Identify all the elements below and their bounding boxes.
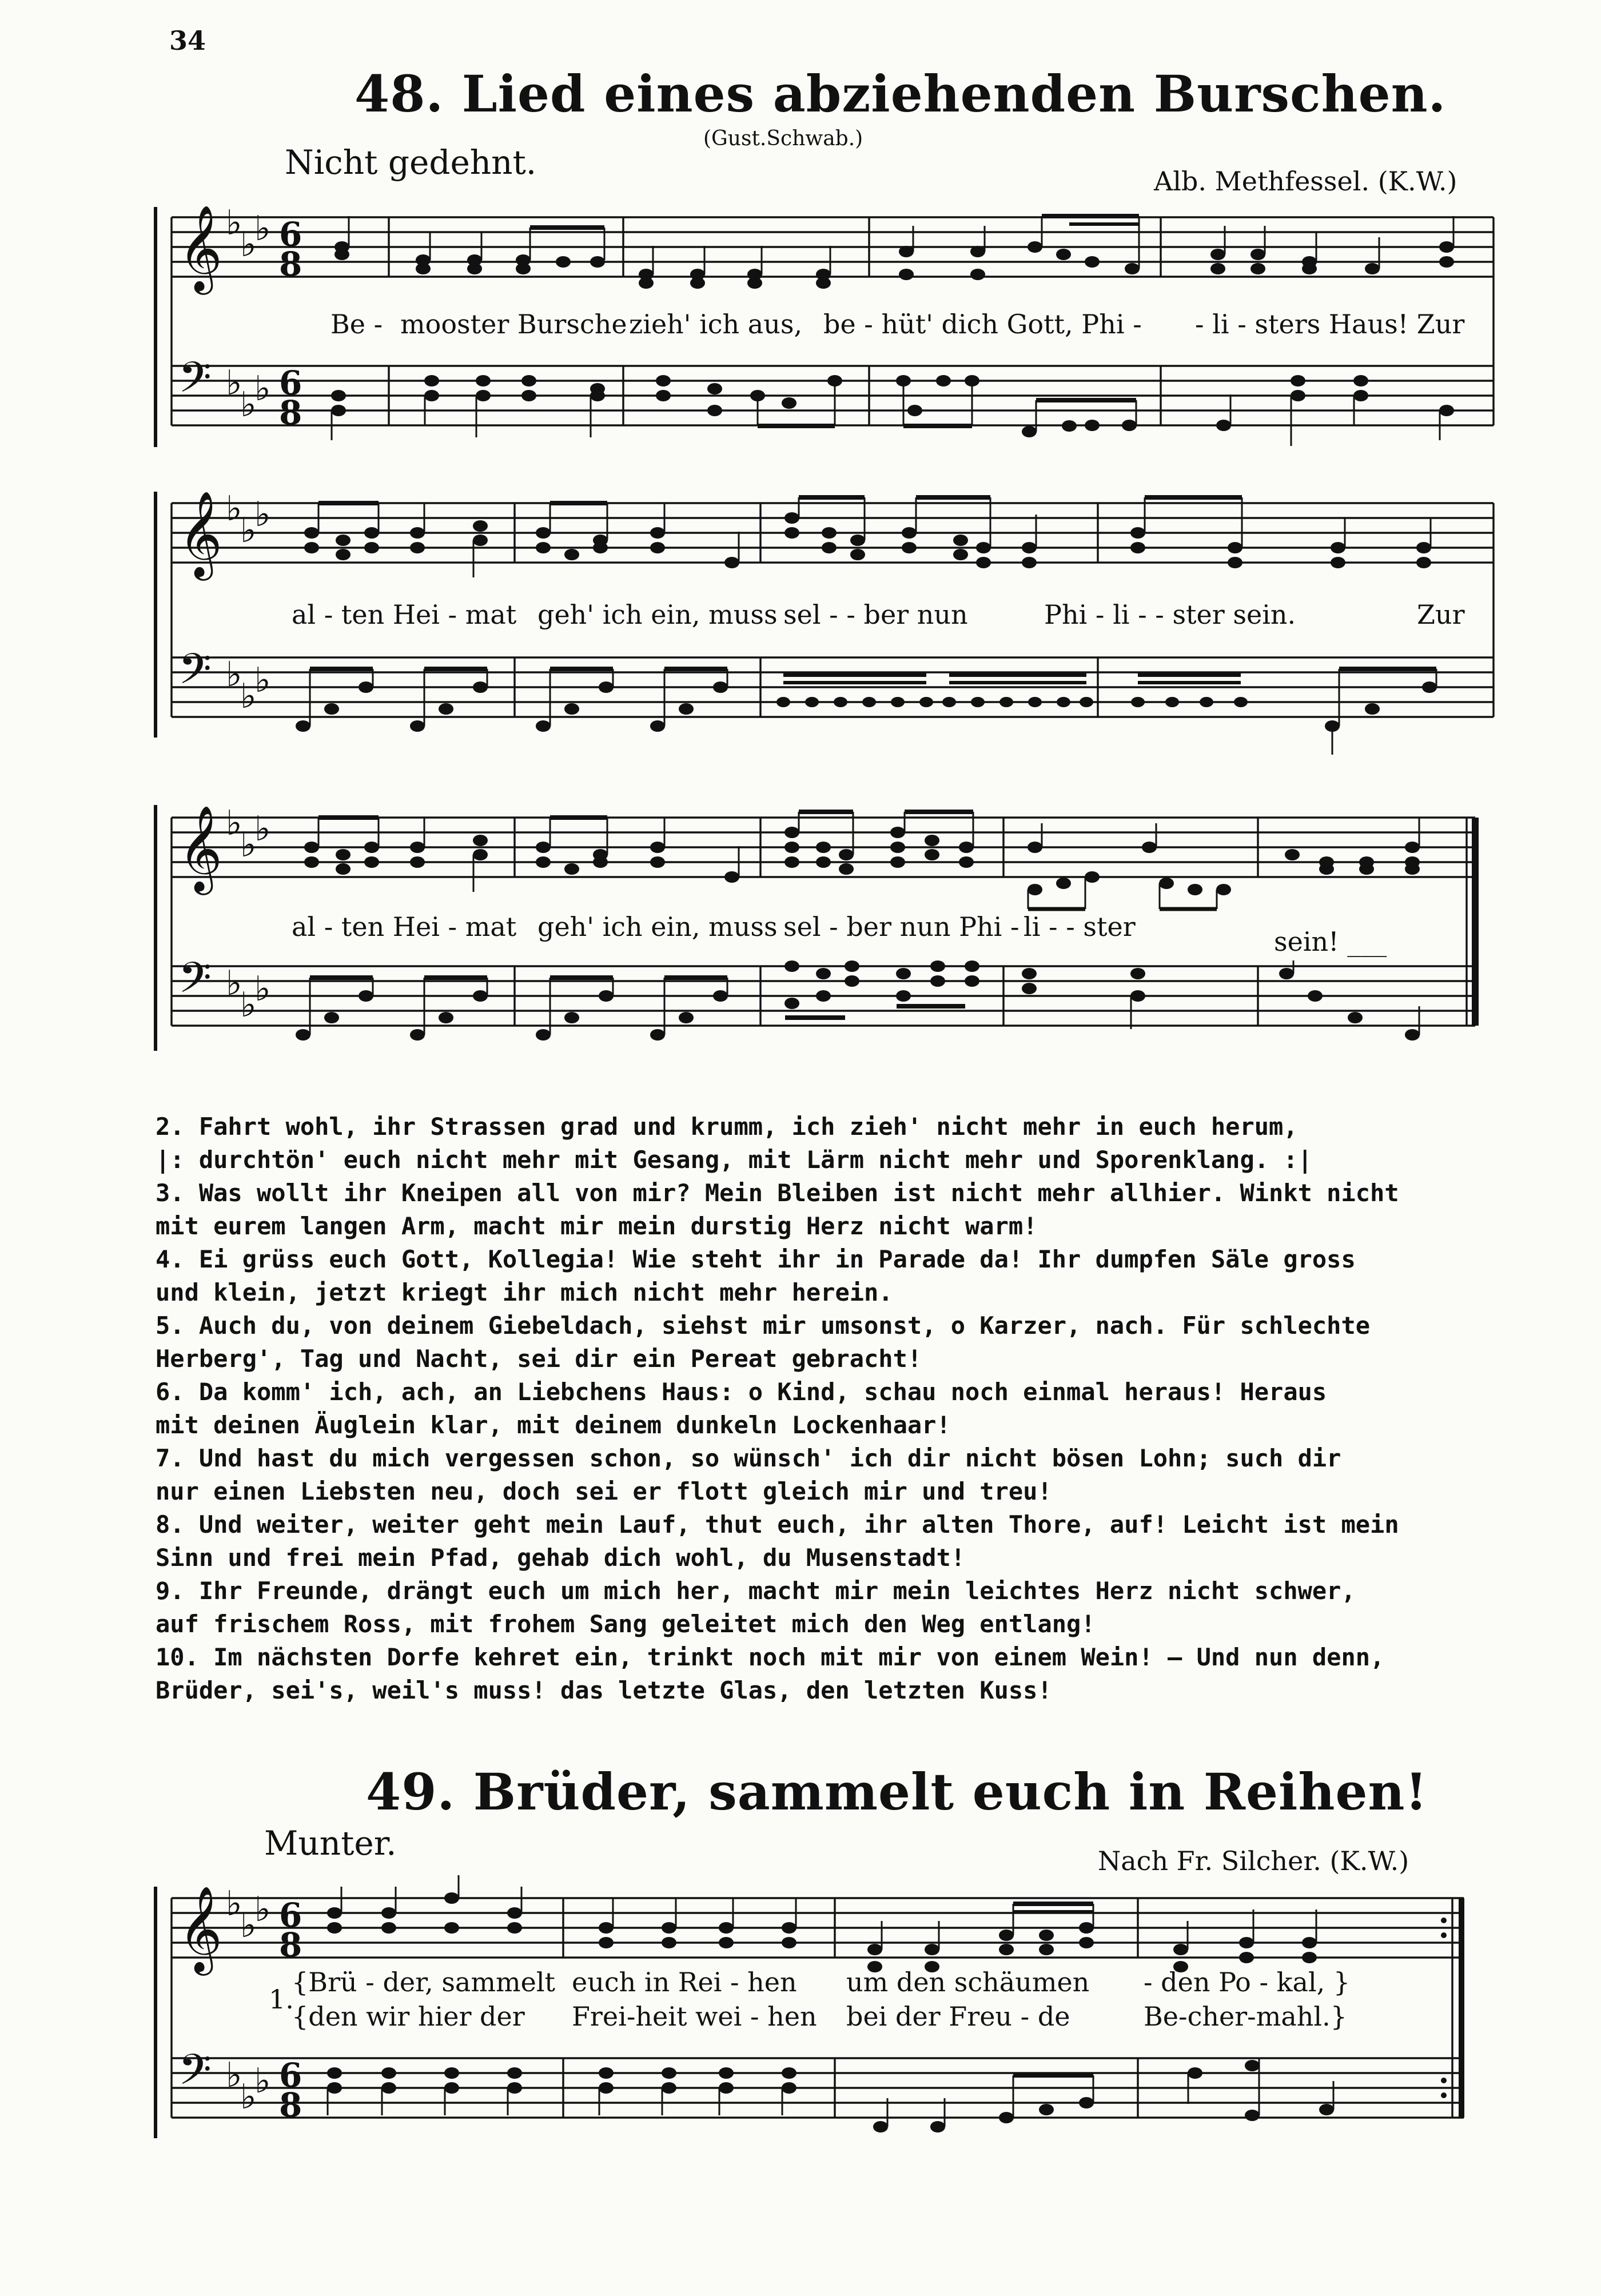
lyric-49-l1-m2: um den schäumen [846,1967,1090,1998]
verses-block [156,1110,1471,1707]
key-signature-treble [226,203,270,265]
time-signature-treble [279,215,302,284]
lyric-s1-m4: - li - sters Haus! Zur [1195,309,1465,340]
verse-line: Sinn und frei mein Pfad, gehab dich wohl, du Musenstadt! [156,1544,966,1572]
lyric-s1-m1: mooster Bursche [400,309,627,340]
verse-line: 10. Im nächsten Dorfe kehret ein, trinkt noch mit mir von einem Wein! – Und nun denn, [156,1643,1385,1671]
song-48-lyricist: (Gust.Schwab.) [703,127,863,150]
verse-line: mit deinen Äuglein klar, mit deinem dunkeln Lockenhaar! [156,1411,951,1439]
svg-text:♭: ♭ [254,369,271,409]
svg-text:♭: ♭ [226,2055,242,2095]
lyric-s1-m2: zieh' ich aus, [629,309,803,340]
bass-notes [296,669,1437,755]
svg-text:♭: ♭ [226,203,242,243]
verse-line: nur einen Liebsten neu, doch sei er flott gleich mir und treu! [156,1477,1052,1505]
key-signature-bass [226,363,270,425]
lyric-49-l2-m0: {den wir hier der [292,2001,525,2032]
verse-line: 3. Was wollt ihr Kneipen all von mir? Mein Bleiben ist nicht mehr allhier. Winkt nicht [156,1179,1399,1207]
verse-line: |: durchtön' euch nicht mehr mit Gesang, mit Lärm nicht mehr und Sporenklang. :| [156,1146,1312,1174]
verse-line: und klein, jetzt kriegt ihr mich nicht mehr herein. [156,1278,893,1306]
lyric-49-l1-m3: - den Po - kal, } [1144,1967,1351,1998]
svg-text:♭: ♭ [254,495,271,535]
lyric-49-l2-m1: Frei-heit wei - hen [572,2001,817,2032]
lyric-s2-m3: Phi - li - - ster sein. [1044,599,1296,630]
lyric-49-l1-m1: euch in Rei - hen [572,1967,797,1998]
treble-staff [172,217,1494,277]
verse-line: 8. Und weiter, weiter geht mein Lauf, thut euch, ihr alten Thore, auf! Leicht ist mein [156,1510,1399,1538]
svg-text:♭: ♭ [226,489,242,529]
verse-line: 2. Fahrt wohl, ihr Strassen grad und krumm, ich zieh' nicht mehr in euch herum, [156,1113,1298,1141]
svg-text:♭: ♭ [226,803,242,843]
time-signature-bass [279,364,302,432]
page-number: 34 [169,25,206,56]
lyric-49-l1-m0: {Brü - der, sammelt [292,1967,556,1998]
lyric-49-l2-m2: bei der Freu - de [846,2001,1070,2032]
lyric-s2-m2: sel - - ber nun [783,599,968,630]
lyric-s3-m0: al - ten Hei - mat [292,911,517,942]
svg-text:6: 6 [279,2056,302,2095]
svg-text:6: 6 [279,215,302,254]
svg-text:♭: ♭ [226,1884,242,1924]
svg-text:♭: ♭ [254,1890,271,1930]
treble-notes [304,497,1431,577]
svg-text:♭: ♭ [254,2061,271,2101]
bass-clef-icon: 𝄢 [178,953,212,1013]
svg-text:♭: ♭ [254,969,271,1009]
bass-clef-icon: 𝄢 [178,353,212,413]
svg-text:6: 6 [279,1896,302,1935]
treble-clef-icon: 𝄞 [178,1885,222,1972]
treble-clef-icon: 𝄞 [178,490,222,577]
verse-line: 5. Auch du, von deinem Giebeldach, siehst mir umsonst, o Karzer, nach. Für schlechte [156,1312,1371,1340]
svg-text:6: 6 [279,364,302,402]
verse-line: mit eurem langen Arm, macht mir mein durstig Herz nicht warm! [156,1212,1038,1240]
svg-text:♭: ♭ [240,1906,257,1946]
lyric-49-l2-m3: Be-cher-mahl.} [1144,2001,1347,2032]
lyric-s1-m3: be - hüt' dich Gott, Phi - [823,309,1142,340]
song-48-tempo: Nicht gedehnt. [285,143,537,182]
svg-text:8: 8 [279,1926,302,1964]
lyric-s3-m2: sel - ber nun Phi - [783,911,1019,942]
verse-line: 4. Ei grüss euch Gott, Kollegia! Wie steht ihr in Parade da! Ihr dumpfen Säle gross [156,1245,1356,1273]
svg-text:♭: ♭ [254,660,271,700]
song-49-verse-number: 1. [269,1984,294,2015]
song-49-tempo: Munter. [264,1824,397,1863]
song-49-composer: Nach Fr. Silcher. (K.W.) [1098,1845,1409,1876]
lyric-s3-m4: sein! ___ [1274,926,1387,957]
repeat-dots [1441,1918,1447,2098]
svg-text:♭: ♭ [240,225,257,265]
svg-text:♭: ♭ [240,2077,257,2117]
verse-line: 7. Und hast du mich vergessen schon, so wünsch' ich dir nicht bösen Lohn; such dir [156,1444,1341,1472]
svg-text:8: 8 [279,2086,302,2124]
verse-line: 9. Ihr Freunde, drängt euch um mich her, macht mir mein leichtes Herz nicht schwer, [156,1577,1356,1605]
song-49-title: 49. Brüder, sammelt euch in Reihen! [366,1762,1428,1821]
bass-clef-icon: 𝄢 [178,2045,212,2105]
lyric-s2-m4: Zur [1417,599,1465,630]
lyric-s2-m0: al - ten Hei - mat [292,599,517,630]
verse-line: Herberg', Tag und Nacht, sei dir ein Pereat gebracht! [156,1345,922,1373]
verse-line: Brüder, sei's, weil's muss! das letzte Glas, den letzten Kuss! [156,1676,1052,1704]
treble-clef-icon: 𝄞 [178,204,222,291]
svg-text:♭: ♭ [226,655,242,695]
treble-notes [334,216,1454,289]
lyric-s1-m0: Be - [330,309,383,340]
svg-text:8: 8 [279,245,302,284]
svg-text:♭: ♭ [240,385,257,425]
svg-text:♭: ♭ [240,825,257,865]
treble-clef-icon: 𝄞 [178,804,222,891]
treble-notes [304,812,1420,909]
verse-line: auf frischem Ross, mit frohem Sang geleitet mich den Weg entlang! [156,1610,1096,1638]
svg-text:♭: ♭ [226,963,242,1003]
bass-notes [327,2058,1334,2132]
bass-clef-icon: 𝄢 [178,644,212,704]
verse-line: 6. Da komm' ich, ach, an Liebchens Haus: o Kind, schau noch einmal heraus! Heraus [156,1378,1327,1406]
svg-text:♭: ♭ [240,676,257,716]
svg-text:♭: ♭ [254,809,271,849]
lyric-s2-m1: geh' ich ein, muss [537,599,778,630]
svg-text:♭: ♭ [240,511,257,551]
lyric-s3-m3: li - - ster [1023,911,1136,942]
svg-text:8: 8 [279,393,302,432]
song-48-title: 48. Lied eines abziehenden Burschen. [355,64,1447,123]
lyric-s3-m1: geh' ich ein, muss [537,911,778,942]
svg-text:♭: ♭ [226,363,242,403]
bass-notes [296,960,1420,1041]
svg-text:♭: ♭ [240,985,257,1025]
svg-text:♭: ♭ [254,209,271,249]
song-48-composer: Alb. Methfessel. (K.W.) [1154,166,1457,197]
